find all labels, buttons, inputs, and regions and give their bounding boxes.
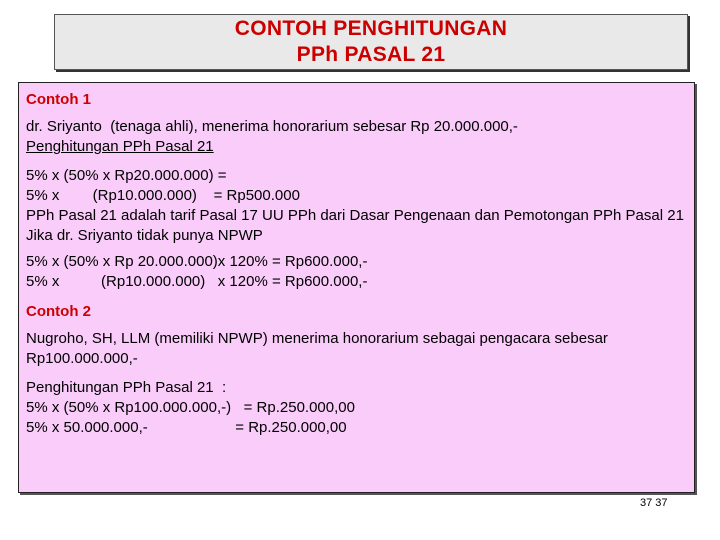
title-box <box>54 14 688 70</box>
example2-calc-line-2: 5% x 50.000.000,- = Rp.250.000,00 <box>26 419 347 436</box>
title-line-2: PPh PASAL 21 <box>296 43 446 66</box>
example1-calc-line-3: 5% x (50% x Rp 20.000.000)x 120% = Rp600.000,- <box>26 253 368 270</box>
example1-no-npwp: Jika dr. Sriyanto tidak punya NPWP <box>26 227 263 244</box>
example1-calc-line-4: 5% x (Rp10.000.000) x 120% = Rp600.000,- <box>26 273 368 290</box>
example1-calc-line-1: 5% x (50% x Rp20.000.000) = <box>26 167 227 184</box>
example1-calc-label: Penghitungan PPh Pasal 21 <box>26 138 214 155</box>
example1-heading: Contoh 1 <box>26 91 91 108</box>
example2-calc-label: Penghitungan PPh Pasal 21 : <box>26 379 227 396</box>
example2-calc-line-1: 5% x (50% x Rp100.000.000,-) = Rp.250.000,00 <box>26 399 355 416</box>
example2-intro: Nugroho, SH, LLM (memiliki NPWP) menerima honorarium sebagai pengacara sebesar Rp100.000.000,- <box>26 330 608 367</box>
title-line-1: CONTOH PENGHITUNGAN <box>234 17 508 40</box>
example1-calc-line-2: 5% x (Rp10.000.000) = Rp500.000 <box>26 187 300 204</box>
example1-note: PPh Pasal 21 adalah tarif Pasal 17 UU PPh dari Dasar Pengenaan dan Pemotongan PPh Pasal 21 <box>26 207 684 224</box>
example2-heading: Contoh 2 <box>26 303 91 320</box>
content-box <box>18 82 695 493</box>
page-number: 37 37 <box>640 497 668 509</box>
example1-intro: dr. Sriyanto (tenaga ahli), menerima honorarium sebesar Rp 20.000.000,- <box>26 118 518 135</box>
